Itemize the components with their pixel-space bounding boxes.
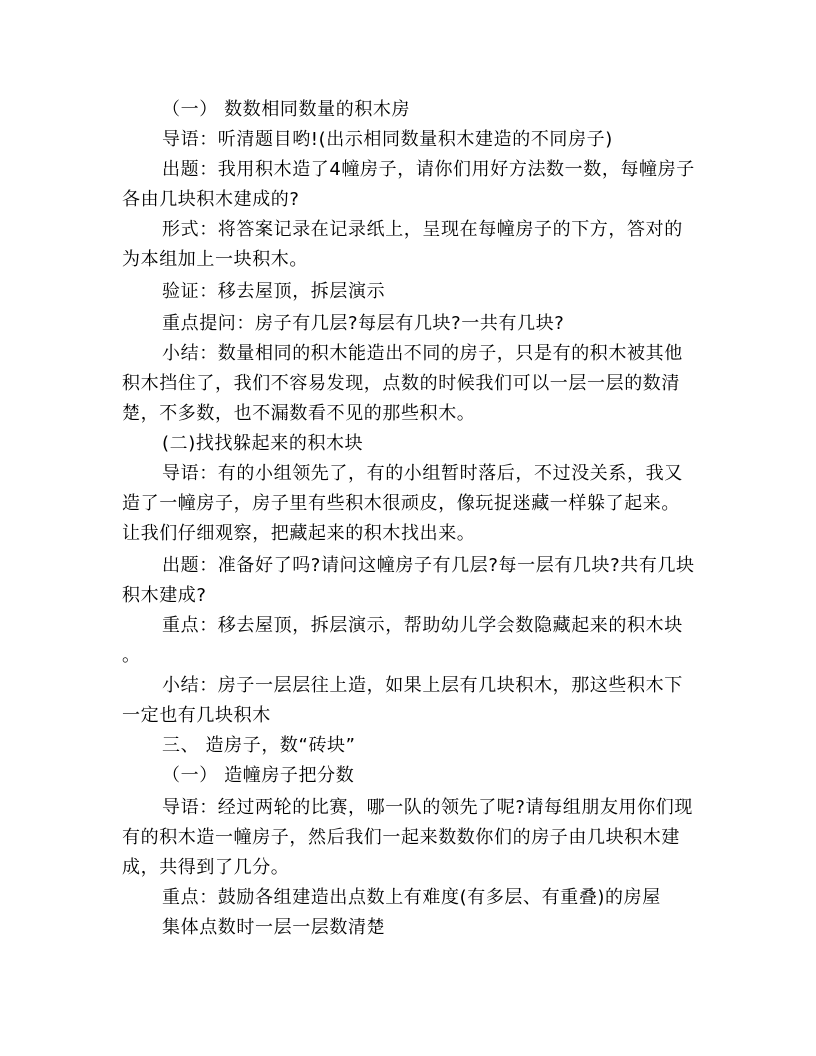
paragraph-line: 重点：移去屋顶，拆层演示，帮助幼儿学会数隐藏起来的积木块 [162,615,683,636]
paragraph-line: 导语：经过两轮的比赛，哪一队的领先了呢?请每组朋友用你们现 [162,797,693,818]
paragraph-line: 导语：有的小组领先了，有的小组暂时落后，不过没关系，我又 [162,463,683,484]
paragraph-line: 有的积木造一幢房子，然后我们一起来数数你们的房子由几块积木建 [122,827,680,848]
section-heading-2: (二)找找躲起来的积木块 [162,433,364,454]
paragraph-line: 为本组加上一块积木。 [122,249,308,270]
paragraph-line: 各由几块积木建成的? [122,189,300,210]
paragraph-line: 造了一幢房子，房子里有些积木很顽皮，像玩捉迷藏一样躲了起来。 [122,493,680,514]
paragraph-line: 小结：房子一层层往上造，如果上层有几块积木，那这些积木下 [162,675,683,696]
paragraph-line: 成，共得到了几分。 [122,857,290,878]
paragraph-line: 集体点数时一层一层数清楚 [162,917,386,938]
paragraph-line: 。 [122,645,141,666]
paragraph-line: 重点：鼓励各组建造出点数上有难度(有多层、有重叠)的房屋 [162,887,661,908]
paragraph-line: 出题：准备好了吗?请问这幢房子有几层?每一层有几块?共有几块 [162,555,695,576]
subsection-heading: （一） 造幢房子把分数 [162,765,355,786]
paragraph-line: 小结：数量相同的积木能造出不同的房子，只是有的积木被其他 [162,343,683,364]
paragraph-line: 导语：听清题目哟!(出示相同数量积木建造的不同房子) [162,129,613,150]
paragraph-line: 验证：移去屋顶，拆层演示 [162,281,386,302]
paragraph-line: 出题：我用积木造了4幢房子，请你们用好方法数一数，每幢房子 [162,159,695,180]
section-heading-3: 三、 造房子，数“砖块” [162,735,356,756]
paragraph-line: 积木挡住了，我们不容易发现，点数的时候我们可以一层一层的数清 [122,373,680,394]
paragraph-line: 形式：将答案记录在记录纸上，呈现在每幢房子的下方，答对的 [162,219,683,240]
paragraph-line: 一定也有几块积木 [122,705,271,726]
paragraph-line: 积木建成? [122,585,207,606]
paragraph-line: 楚，不多数，也不漏数看不见的那些积木。 [122,403,476,424]
paragraph-line: 让我们仔细观察，把藏起来的积木找出来。 [122,523,476,544]
paragraph-line: 重点提问：房子有几层?每层有几块?一共有几块? [162,313,565,334]
section-heading-1: （一） 数数相同数量的积木房 [162,99,411,120]
